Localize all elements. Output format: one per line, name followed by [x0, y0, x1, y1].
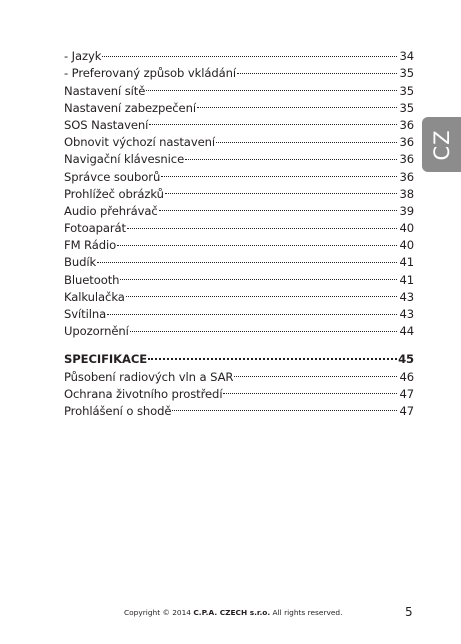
- toc-leader-dots: [237, 60, 397, 77]
- toc-leader-dots: [197, 95, 397, 112]
- toc-leader-dots: [161, 163, 397, 180]
- toc-entry[interactable]: [64, 318, 414, 339]
- toc-leader-dots: [234, 363, 397, 380]
- toc-entry-page: 41: [399, 255, 414, 270]
- toc-entry-title: Nastavení sítě: [64, 83, 146, 98]
- toc-leader-dots: [159, 198, 397, 215]
- toc-entry-page: 35: [399, 66, 414, 81]
- toc-leader-dots: [216, 129, 397, 146]
- toc-entry-page: 36: [399, 135, 414, 150]
- toc-leader-dots: [165, 181, 397, 198]
- page-footer: [0, 606, 461, 620]
- toc-leader-dots: [120, 266, 397, 283]
- toc-entry-title: Fotoaparát: [64, 221, 126, 236]
- toc-entry-title: Obnovit výchozí nastavení: [64, 135, 215, 150]
- toc-entry-page: 36: [399, 169, 414, 184]
- toc-entry-title: Působení radiových vln a SAR: [64, 369, 234, 384]
- toc-entry-title: Navigační klávesnice: [64, 152, 185, 167]
- toc-entry-title: Bluetooth: [64, 272, 120, 287]
- toc-leader-dots: [130, 318, 397, 335]
- toc-entry[interactable]: [64, 266, 414, 287]
- toc-leader-dots: [148, 346, 397, 363]
- toc-entry[interactable]: [64, 301, 414, 321]
- copyright-suffix: All rights reserved.: [270, 608, 343, 617]
- toc-entry-title: Nastavení zabezpečení: [64, 100, 196, 115]
- toc-entry-page: 40: [399, 238, 414, 253]
- toc-entry[interactable]: [64, 232, 414, 253]
- toc-entry-title: Prohlášení o shodě: [64, 403, 172, 418]
- language-tab: [422, 117, 461, 172]
- toc-entry-title: Svítilna: [64, 307, 107, 321]
- toc-entry-title: - Jazyk: [64, 49, 102, 64]
- toc-entry-page: 41: [399, 272, 414, 287]
- toc-entry-title: Budík: [64, 255, 97, 270]
- toc-entry-page: 40: [399, 221, 414, 236]
- toc-entry-page: 36: [399, 152, 414, 167]
- toc-entry-page: 36: [399, 117, 414, 132]
- toc-entry-title: Upozornění: [64, 324, 129, 339]
- toc-section-heading[interactable]: [64, 346, 414, 367]
- toc-entry-title: Audio přehrávač: [64, 203, 158, 218]
- toc-entry-page: 44: [399, 324, 414, 339]
- toc-leader-dots: [117, 232, 397, 249]
- toc-entry-title: Kalkulačka: [64, 289, 125, 304]
- toc-leader-dots: [97, 249, 397, 266]
- toc-leader-dots: [146, 77, 397, 94]
- toc-entry-page: 47: [399, 403, 414, 418]
- toc-entry-page: 35: [399, 100, 414, 115]
- toc-leader-dots: [107, 301, 397, 318]
- copyright-notice: [124, 606, 342, 620]
- toc-leader-dots: [126, 284, 397, 301]
- toc-entry-page: 43: [399, 289, 414, 304]
- toc-entry-page: 35: [399, 83, 414, 98]
- toc-entry-page: 38: [399, 186, 414, 201]
- toc-leader-dots: [127, 215, 397, 232]
- toc-leader-dots: [149, 112, 397, 129]
- toc-entry-title: Správce souborů: [64, 169, 161, 184]
- toc-entry-title: Ochrana životního prostředí: [64, 386, 223, 401]
- language-tab-label: CZ: [429, 128, 454, 161]
- toc-entry-page: 43: [399, 307, 414, 321]
- table-of-contents: [64, 43, 414, 418]
- toc-leader-dots: [185, 146, 397, 163]
- toc-leader-dots: [223, 381, 397, 398]
- page-number: 5: [405, 605, 413, 619]
- toc-entry-page: 46: [399, 369, 414, 384]
- toc-entry-page: 39: [399, 203, 414, 218]
- toc-entry[interactable]: [64, 60, 414, 81]
- toc-leader-dots: [102, 43, 397, 60]
- toc-leader-dots: [172, 398, 397, 415]
- toc-entry-page: 45: [398, 352, 414, 367]
- toc-entry-page: 34: [399, 49, 414, 64]
- toc-entry-title: - Preferovaný způsob vkládání: [64, 66, 236, 81]
- toc-entry[interactable]: [64, 249, 414, 270]
- toc-entry-title: Prohlížeč obrázků: [64, 186, 164, 201]
- toc-entry-title: SOS Nastavení: [64, 117, 149, 132]
- copyright-prefix: Copyright © 2014: [124, 608, 194, 617]
- toc-entry[interactable]: [64, 43, 414, 64]
- copyright-company: C.P.A. CZECH s.r.o.: [193, 608, 271, 617]
- toc-entry-title: SPECIFIKACE: [64, 352, 148, 367]
- toc-entry-title: FM Rádio: [64, 238, 117, 253]
- toc-entry-page: 47: [399, 386, 414, 401]
